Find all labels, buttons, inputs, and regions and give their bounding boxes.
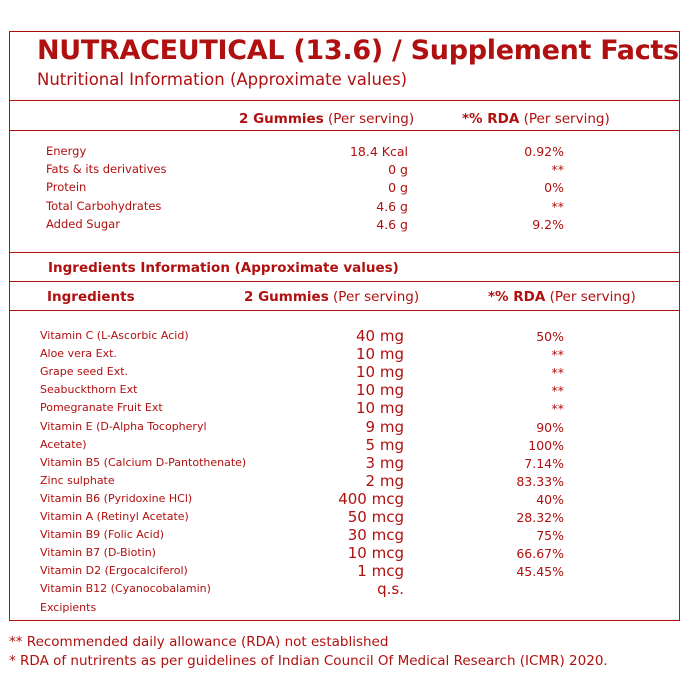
ingredient-name: Excipients [40, 600, 97, 614]
ingredient-name: Vitamin C (L-Ascorbic Acid) [40, 329, 189, 342]
ingredient-name: Aloe vera Ext. [40, 347, 117, 361]
ingredient-name: Vitamin B12 (Cyanocobalamin) [40, 582, 211, 596]
ingredient-rda: 28.32% [516, 510, 564, 525]
divider [10, 130, 679, 131]
ingredient-amount: 400 mcg [338, 489, 404, 508]
ingredient-amount: 2 mg [365, 471, 404, 490]
ingredient-name: Vitamin B5 (Calcium D-Pantothenate) [40, 455, 247, 469]
ingredients-rda-header: *% RDA (Per serving) [488, 289, 636, 305]
ingredients-column-header: Ingredients [47, 289, 135, 305]
ingredient-name: Vitamin B7 (D-Biotin) [40, 546, 156, 560]
ingredient-name: Vitamin B9 (Folic Acid) [40, 528, 164, 542]
ingredients-section-title: Ingredients Information (Approximate values) [48, 260, 399, 276]
ingredient-amount: 10 mg [356, 363, 404, 382]
ingredient-name: Pomegranate Fruit Ext [40, 401, 163, 415]
ingredient-rda: 45.45% [516, 564, 564, 580]
panel-subtitle: Nutritional Information (Approximate values) [37, 70, 408, 89]
ingredient-rda: ** [551, 401, 564, 417]
nutrient-rda: 0% [544, 180, 564, 196]
ingredient-name: Vitamin B6 (Pyridoxine HCl) [40, 491, 193, 505]
panel-title: NUTRACEUTICAL (13.6) / Supplement Facts [37, 35, 679, 66]
ingredient-rda: ** [551, 365, 564, 381]
nutrition-rda-header: *% RDA (Per serving) [462, 111, 610, 127]
ingredient-amount: 30 mcg [347, 526, 404, 545]
ingredient-name: Vitamin E (D-Alpha Tocopheryl [40, 419, 207, 433]
divider [10, 100, 679, 101]
ingredient-rda: 7.14% [524, 455, 564, 471]
supplement-facts-panel [9, 31, 680, 621]
nutrient-amount: 4.6 g [376, 198, 408, 214]
nutrient-rda: 0.92% [524, 144, 564, 159]
divider [10, 252, 679, 253]
ingredient-amount: 10 mg [356, 399, 404, 418]
nutrient-amount: 0 g [388, 162, 408, 178]
ingredient-amount: 10 mcg [347, 544, 404, 563]
nutrient-name: Energy [46, 144, 87, 158]
ingredient-rda: 83.33% [516, 473, 564, 489]
nutrient-name: Protein [46, 180, 87, 195]
nutrition-amount-header: 2 Gummies (Per serving) [239, 111, 415, 127]
ingredient-rda: 50% [536, 329, 564, 344]
ingredient-rda: 90% [536, 419, 564, 435]
nutrient-amount: 4.6 g [376, 216, 408, 232]
nutrient-amount: 18.4 Kcal [349, 144, 408, 159]
ingredient-amount: q.s. [377, 580, 404, 599]
nutrient-rda: 9.2% [532, 216, 564, 232]
footnote-icmr-guidelines: * RDA of nutrirents as per guidelines of Indian Council Of Medical Research (ICMR) 2020. [9, 653, 608, 669]
divider [10, 281, 679, 282]
ingredient-rda: 100% [528, 437, 564, 453]
ingredient-name: Grape seed Ext. [40, 365, 129, 379]
ingredient-name: Vitamin A (Retinyl Acetate) [40, 510, 189, 523]
ingredients-amount-header: 2 Gummies (Per serving) [244, 289, 420, 305]
ingredient-rda: 75% [536, 528, 564, 544]
ingredient-rda: ** [551, 383, 564, 399]
ingredient-rda: 66.67% [516, 546, 564, 562]
nutrient-name: Added Sugar [46, 216, 120, 231]
ingredient-name: Vitamin D2 (Ergocalciferol) [40, 564, 188, 578]
nutrient-name: Fats & its derivatives [46, 162, 167, 177]
nutrient-amount: 0 g [388, 180, 408, 196]
ingredient-amount: 3 mg [365, 453, 404, 472]
nutrient-rda: ** [551, 198, 564, 214]
ingredient-name: Zinc sulphate [40, 473, 115, 487]
nutrient-name: Total Carbohydrates [46, 198, 162, 213]
ingredient-amount: 10 mg [356, 345, 404, 364]
divider [10, 310, 679, 311]
ingredient-amount: 5 mg [365, 435, 404, 454]
ingredient-rda: 40% [536, 491, 564, 507]
ingredient-amount: 40 mg [356, 327, 404, 345]
ingredient-amount: 10 mg [356, 381, 404, 400]
footnote-rda-not-established: ** Recommended daily allowance (RDA) not established [9, 634, 389, 650]
ingredient-amount: 1 mcg [357, 562, 404, 581]
ingredient-amount: 9 mg [365, 417, 404, 436]
ingredient-amount: 50 mcg [347, 508, 404, 526]
ingredient-name: Acetate) [40, 437, 87, 451]
ingredient-rda: ** [551, 347, 564, 363]
nutrient-rda: ** [551, 162, 564, 178]
ingredient-name: Seabuckthorn Ext [40, 383, 138, 397]
